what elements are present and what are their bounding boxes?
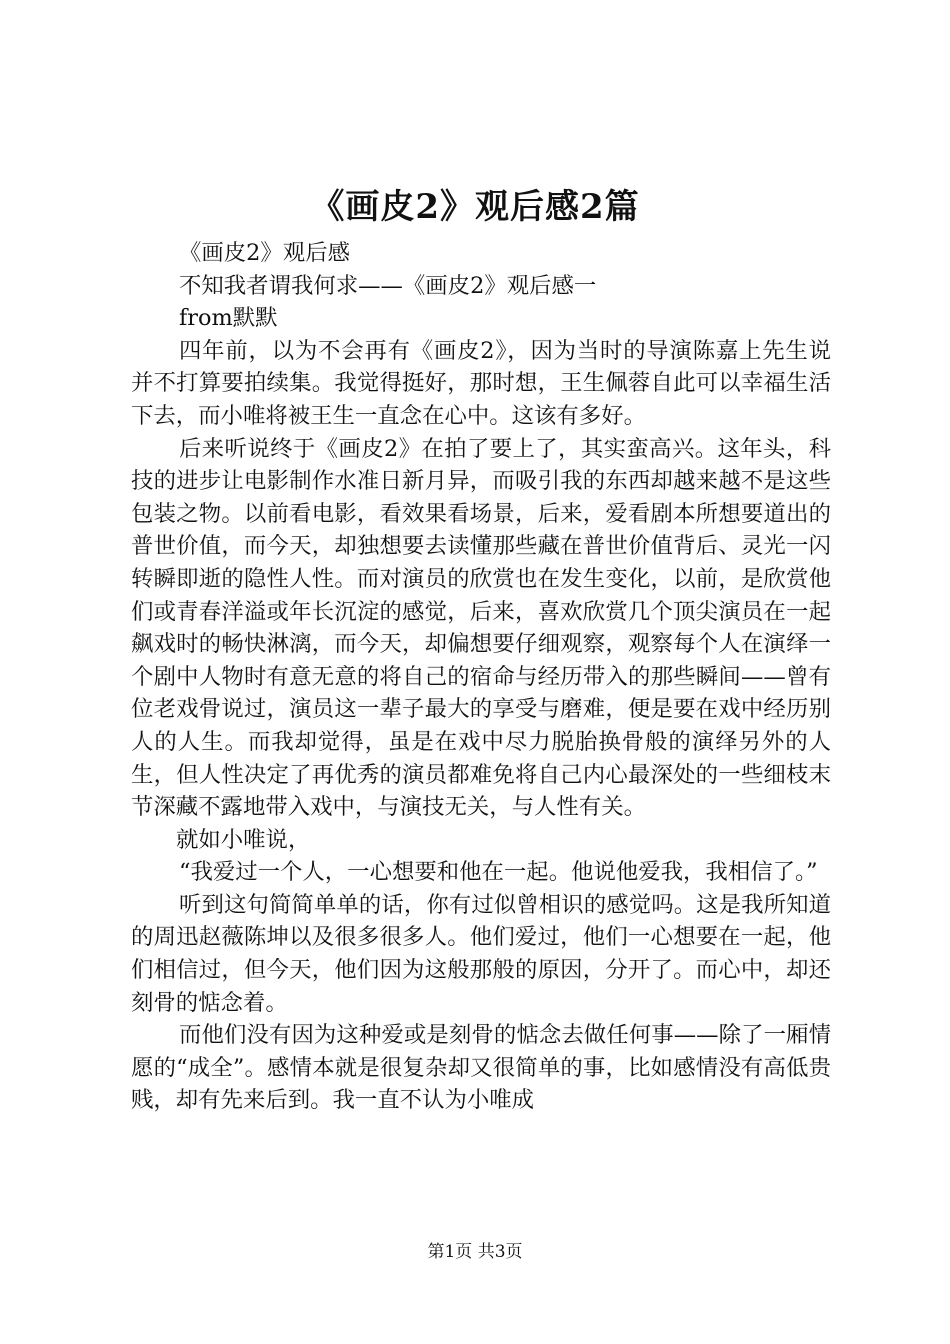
paragraph: 听到这句简简单单的话，你有过似曾相识的感觉吗。这是我所知道的周迅赵薇陈坤以及很多很多人。他们爱过，他们一心想要在一起，他们相信过，但今天，他们因为这般那般的原因，分开了。而心中，却还刻骨的惦念着。 [131, 891, 831, 1016]
paragraph: 就如小唯说， [176, 826, 311, 853]
document-body [131, 237, 831, 1117]
page-footer: 第1页 共3页 [427, 1242, 523, 1262]
paragraph: 四年前，以为不会再有《画皮2》，因为当时的导演陈嘉上先生说并不打算要拍续集。我觉得挺好，那时想，王生佩蓉自此可以幸福生活下去，而小唯将被王生一直念在心中。这该有多好。 [131, 337, 831, 429]
quote-paragraph: “我爱过一个人，一心想要和他在一起。他说他爱我，我相信了。” [179, 859, 818, 886]
document-title: 《画皮2》观后感2篇 [310, 187, 640, 227]
article-heading: 不知我者谓我何求——《画皮2》观后感一 [179, 272, 597, 299]
author-line: from默默 [179, 305, 278, 332]
subtitle-line: 《画皮2》观后感 [179, 240, 350, 266]
paragraph: 而他们没有因为这种爱或是刻骨的惦念去做任何事——除了一厢情愿的“成全”。感情本就是很复杂却又很简单的事，比如感情没有高低贵贱，却有先来后到。我一直不认为小唯成 [131, 1022, 831, 1114]
paragraph: 后来听说终于《画皮2》在拍了要上了，其实蛮高兴。这年头，科技的进步让电影制作水准日新月异，而吸引我的东西却越来越不是这些包装之物。以前看电影，看效果看场景，后来，爱看剧本所想要道出的普世价值，而今天，却独想要去读懂那些藏在普世价值背后、灵光一闪转瞬即逝的隐性人性。而对演员的欣赏也在发生变化，以前，是欣赏他们或青春洋溢或年长沉淀的感觉，后来，喜欢欣赏几个顶尖演员在一起飙戏时的畅快淋漓，而今天，却偏想要仔细观察，观察每个人在演绎一个剧中人物时有意无意的将自己的宿命与经历带入的那些瞬间——曾有位老戏骨说过，演员这一辈子最大的享受与磨难，便是要在戏中经历别人的人生。而我却觉得，虽是在戏中尽力脱胎换骨般的演绎另外的人生，但人性决定了再优秀的演员都难免将自己内心最深处的一些细枝末节深藏不露地带入戏中，与演技无关，与人性有关。 [131, 435, 831, 821]
